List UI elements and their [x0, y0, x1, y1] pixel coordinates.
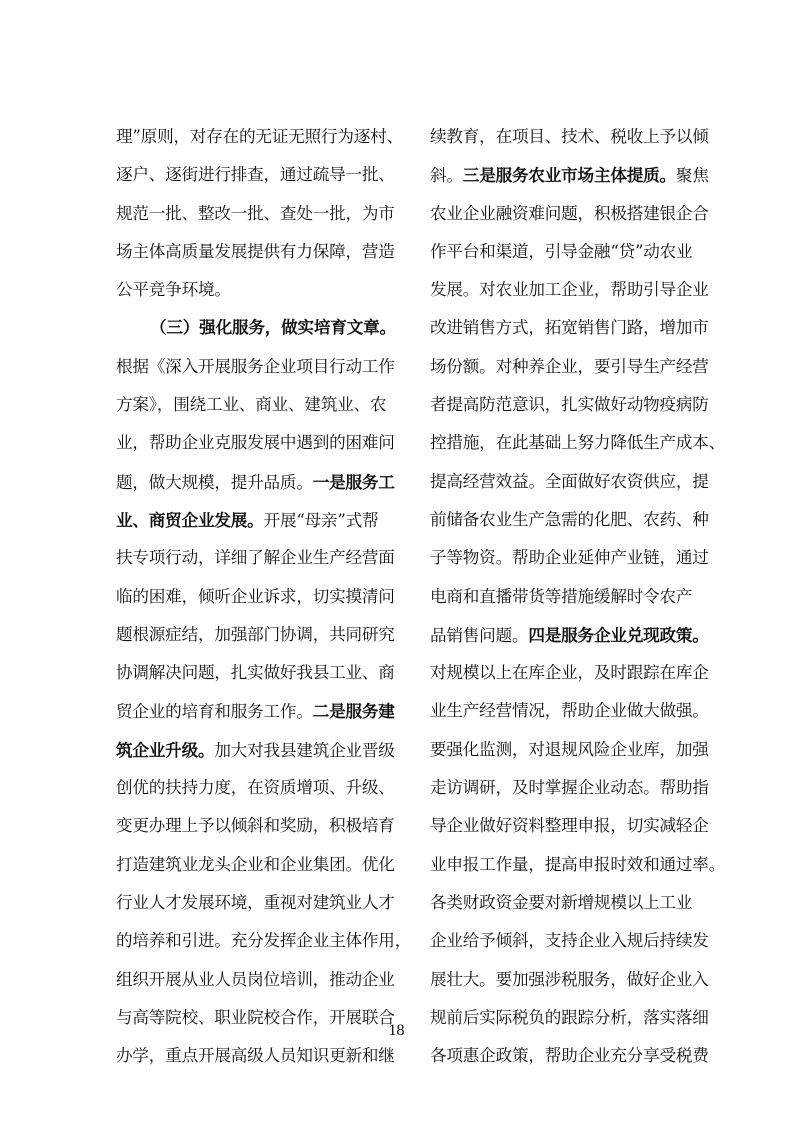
right-text-line [430, 578, 706, 616]
left-text-line [116, 961, 395, 999]
text-run: 展壮大。要加强涉税服务，做好企业入 [430, 969, 709, 989]
right-text-line [430, 233, 706, 271]
text-run: 斜。 [430, 166, 463, 186]
text-run: 题根源症结，加强部门协调，共同研究 [116, 624, 395, 644]
right-text-line [430, 922, 709, 960]
bold-phrase: 业、商贸企业发展。 [116, 509, 264, 530]
text-run: 与高等院校、职业院校合作，开展联合 [116, 1007, 395, 1027]
text-run: 变更办理上予以倾斜和奖励，积极培育 [116, 816, 395, 836]
text-run: 电商和直播带货等措施缓解时令农产 [430, 586, 693, 606]
text-run: 对规模以上在库企业，及时跟踪在库企 [430, 663, 709, 683]
text-run: 规前后实际税负的跟踪分析，落实落细 [430, 1007, 709, 1027]
right-text-line [430, 692, 709, 730]
text-run: 方案》，围绕工业、商业、建筑业、农 [116, 395, 387, 415]
left-text-line [116, 348, 395, 386]
left-text-line [116, 731, 395, 769]
text-run: 贸企业的培育和服务工作。 [116, 702, 313, 722]
text-run: 农业企业融资难问题，积极搭建银企合 [430, 203, 709, 223]
left-text-line [116, 884, 395, 922]
left-text-line [116, 578, 395, 616]
bold-phrase: 一是服务工 [312, 471, 395, 492]
left-text-line [116, 616, 395, 654]
right-text-line [430, 616, 709, 654]
text-run: 理”原则，对存在的无证无照行为逐村、 [116, 127, 403, 146]
text-run: 根据《深入开展服务企业项目行动工作 [116, 356, 395, 376]
text-run: 场份额。对种养企业，要引导生产经营 [430, 356, 709, 376]
text-run: 业生产经营情况，帮助企业做大做强。 [430, 701, 709, 721]
text-run: 场主体高质量发展提供有力保障，营造 [116, 241, 395, 261]
left-text-line [116, 501, 392, 539]
text-run: 提高经营效益。全面做好农资供应，提 [430, 471, 709, 491]
left-text-line [116, 539, 395, 577]
text-run: 续教育，在项目、技术、税收上予以倾 [430, 127, 709, 146]
bold-phrase: 四是服务企业兑现政策。 [528, 624, 709, 645]
page-number: 18 [388, 1022, 405, 1039]
text-run: 要强化监测，对退规风险企业库，加强 [430, 739, 709, 759]
left-text-line [116, 424, 395, 462]
text-run: 业申报工作量，提高申报时效和通过率。 [430, 854, 726, 874]
text-run: 加大对我县建筑企业晋级 [214, 740, 395, 760]
left-text-line [116, 118, 403, 156]
section-heading: （三）强化服务，做实培育文章。 [150, 318, 396, 338]
right-text-line [430, 961, 709, 999]
right-text-line [430, 424, 726, 462]
right-text-line [430, 501, 709, 539]
text-run: 子等物资。帮助企业延伸产业链，通过 [430, 548, 709, 568]
left-text-line [116, 654, 395, 692]
text-run: 的培养和引进。充分发挥企业主体作用， [116, 931, 412, 951]
bold-phrase: 三是服务农业市场主体提质。 [462, 165, 676, 186]
text-run: 导企业做好资料整理申报，切实减轻企 [430, 816, 709, 836]
left-text-line [116, 922, 412, 960]
text-run: 打造建筑业龙头企业和企业集团。优化 [116, 854, 395, 874]
right-text-line [430, 731, 709, 769]
text-run: 公平竞争环境。 [116, 280, 231, 300]
right-text-line [430, 386, 709, 424]
right-text-column [430, 118, 726, 1075]
text-run: 作平台和渠道，引导金融“贷”动农业 [430, 241, 693, 261]
right-text-line [430, 539, 709, 577]
right-text-line [430, 463, 709, 501]
right-text-line [430, 271, 709, 309]
right-text-line [430, 195, 709, 233]
left-text-line [116, 846, 395, 884]
text-run: 办学，重点开展高级人员知识更新和继 [116, 1046, 395, 1066]
bold-phrase: 二是服务建 [312, 701, 395, 722]
text-run: 协调解决问题，扎实做好我县工业、商 [116, 663, 395, 683]
left-text-line [116, 769, 395, 807]
right-text-line [430, 884, 706, 922]
text-run: 企业给予倾斜，支持企业入规后持续发 [430, 931, 709, 951]
left-text-line [116, 692, 395, 730]
text-run: 创优的扶持力度，在资质增项、升级、 [116, 778, 395, 798]
left-text-line [116, 271, 392, 309]
left-text-line [116, 386, 392, 424]
text-run: 开展“母亲”式帮 [263, 510, 379, 530]
right-text-line [430, 807, 709, 845]
right-text-line [430, 309, 709, 347]
left-text-line [116, 807, 395, 845]
left-text-line [116, 463, 395, 501]
text-run: 行业人才发展环境，重视对建筑业人才 [116, 892, 395, 912]
text-run: 品销售问题。 [430, 625, 529, 645]
text-run: 业，帮助企业克服发展中遇到的困难问 [116, 433, 395, 453]
left-text-line [116, 195, 395, 233]
text-run: 规范一批、整改一批、查处一批，为市 [116, 203, 395, 223]
text-run: 前储备农业生产急需的化肥、农药、种 [430, 509, 709, 529]
right-text-line [430, 846, 726, 884]
text-run: 控措施，在此基础上努力降低生产成本、 [430, 433, 726, 453]
text-run: 扶专项行动，详细了解企业生产经营面 [116, 548, 395, 568]
text-run: 者提高防范意识，扎实做好动物疫病防 [430, 395, 709, 415]
right-text-line [430, 654, 709, 692]
text-run: 聚焦 [675, 166, 709, 186]
text-run: 各项惠企政策，帮助企业充分享受税费 [430, 1046, 709, 1066]
right-text-line [430, 118, 709, 156]
text-run: 题，做大规模，提升品质。 [116, 472, 313, 492]
text-run: 逐户、逐街进行排查，通过疏导一批、 [116, 165, 395, 185]
right-text-line [430, 769, 709, 807]
left-text-line [116, 156, 395, 194]
text-run: 发展。对农业加工企业，帮助引导企业 [430, 280, 709, 300]
right-text-line [430, 1037, 709, 1075]
bold-phrase: 筑企业升级。 [116, 739, 215, 760]
text-run: 走访调研，及时掌握企业动态。帮助指 [430, 778, 709, 798]
left-text-line [116, 233, 395, 271]
text-run: 各类财政资金要对新增规模以上工业 [430, 892, 693, 912]
right-text-line [430, 156, 709, 194]
left-text-line [116, 1037, 395, 1075]
text-run: 改进销售方式，拓宽销售门路，增加市 [430, 318, 709, 338]
left-text-line [116, 309, 396, 347]
text-run: 组织开展从业人员岗位培训，推动企业 [116, 969, 395, 989]
text-run: 临的困难，倾听企业诉求，切实摸清问 [116, 586, 395, 606]
right-text-line [430, 348, 709, 386]
